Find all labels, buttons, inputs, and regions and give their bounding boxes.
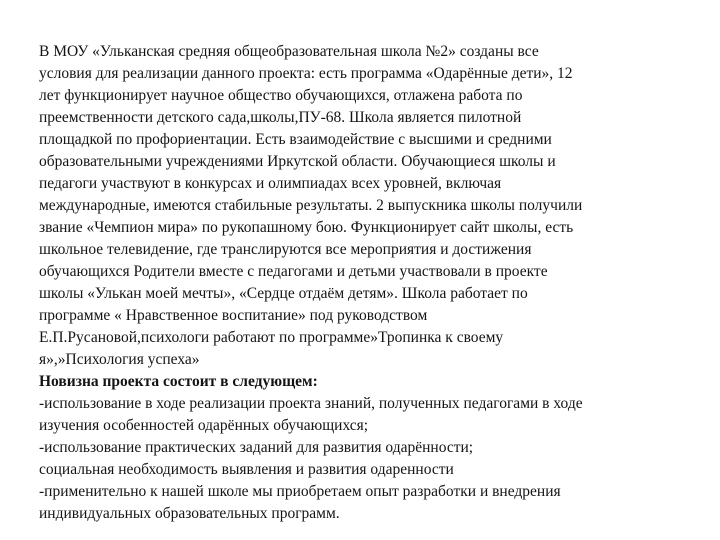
list-line-5: -применительно к нашей школе мы приобретаем опыт разработки и внедрения xyxy=(39,483,561,500)
paragraph-line-12: школы «Улькан моей мечты», «Сердце отдаём детям». Школа работает по xyxy=(39,285,528,302)
paragraph-line-15: я»,»Психология успеха» xyxy=(39,351,200,368)
paragraph-line-5: площадкой по профориентации. Есть взаимодействие с высшими и средними xyxy=(39,131,552,148)
paragraph-line-8: международные, имеются стабильные результаты. 2 выпускника школы получили xyxy=(39,197,583,214)
paragraph-line-11: обучающихся Родители вместе с педагогами и детьми участвовали в проекте xyxy=(39,263,548,280)
paragraph-line-1: В МОУ «Ульканская средняя общеобразовательная школа №2» созданы все xyxy=(39,43,539,60)
paragraph-line-4: преемственности детского сада,школы,ПУ-68. Школа является пилотной xyxy=(39,109,522,126)
paragraph-line-3: лет функционирует научное общество обучающихся, отлажена работа по xyxy=(39,87,523,104)
paragraph-line-9: звание «Чемпион мира» по рукопашному бою. Функционирует сайт школы, есть xyxy=(39,219,574,236)
paragraph-line-7: педагоги участвуют в конкурсах и олимпиадах всех уровней, включая xyxy=(39,175,502,192)
paragraph-line-14: Е.П.Русановой,психологи работают по программе»Тропинка к своему xyxy=(39,329,504,346)
paragraph-line-13: программе « Нравственное воспитание» под руководством xyxy=(39,307,428,324)
text-block xyxy=(39,41,679,525)
list-line-4: социальная необходимость выявления и развития одаренности xyxy=(39,461,454,478)
list-line-3: -использование практических заданий для развития одарённости; xyxy=(39,439,474,456)
list-line-1: -использование в ходе реализации проекта знаний, полученных педагогами в ходе xyxy=(39,395,583,412)
paragraph-line-2: условия для реализации данного проекта: есть программа «Одарённые дети», 12 xyxy=(39,65,573,82)
paragraph-line-10: школьное телевидение, где транслируются все мероприятия и достижения xyxy=(39,241,532,258)
paragraph-line-6: образовательными учреждениями Иркутской области. Обучающиеся школы и xyxy=(39,153,556,170)
section-heading: Новизна проекта состоит в следующем: xyxy=(39,373,318,390)
list-line-6: индивидуальных образовательных программ. xyxy=(39,505,340,522)
list-line-2: изучения особенностей одарённых обучающихся; xyxy=(39,417,369,434)
